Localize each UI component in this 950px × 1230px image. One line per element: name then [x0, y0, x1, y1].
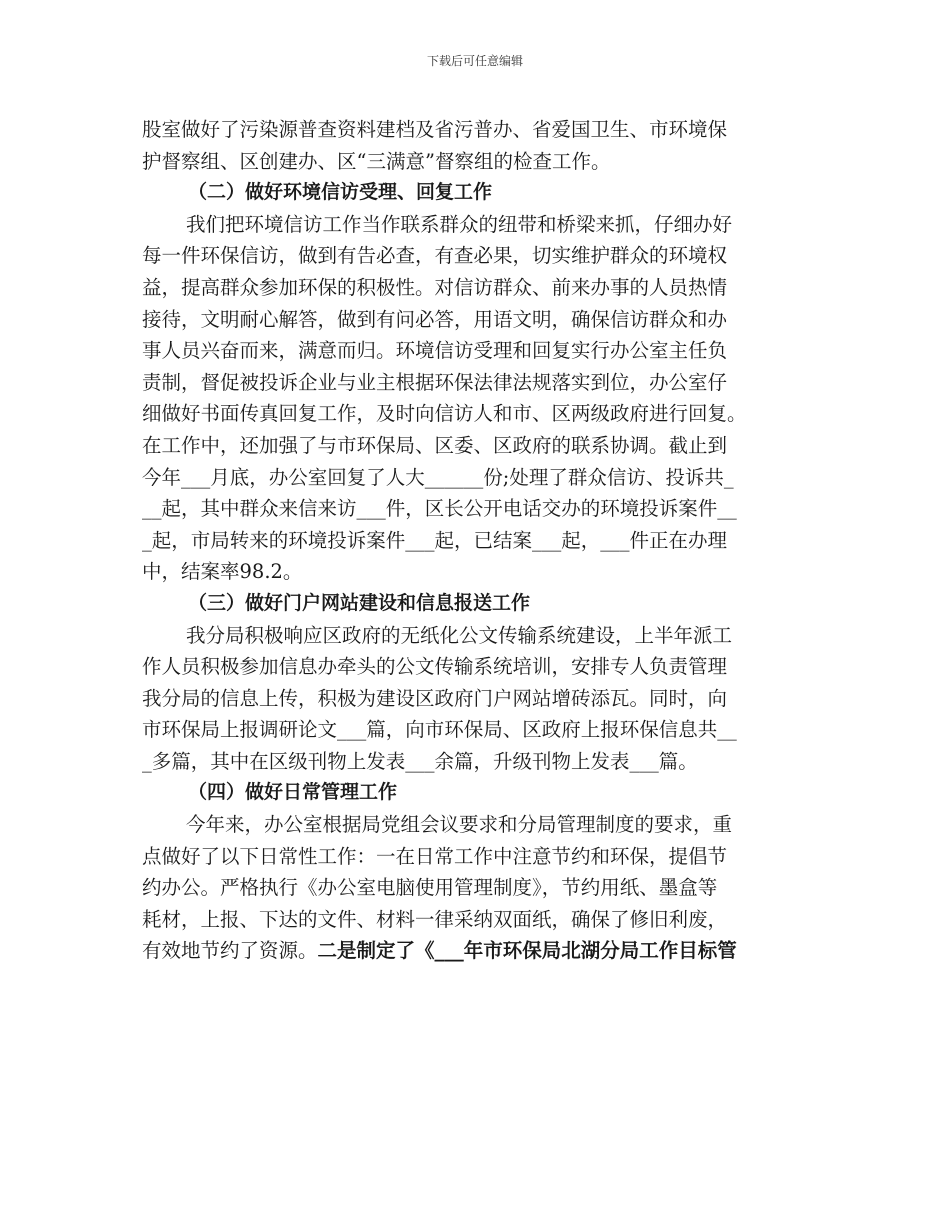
paragraph-line: 我分局的信息上传，积极为建设区政府门户网站增砖添瓦。同时，向: [142, 686, 728, 710]
paragraph-line: 今年来，办公室根据局党组会议要求和分局管理制度的要求，重: [186, 813, 733, 837]
paragraph-line: 今年___月底，办公室回复了人大______份;处理了群众信访、投诉共_: [142, 465, 734, 489]
paragraph-line: _起，市局转来的环境投诉案件___起，已结案___起，___件正在办理: [142, 528, 728, 552]
paragraph-line: 耗材，上报、下达的文件、材料一律采纳双面纸，确保了修旧利废，: [142, 907, 728, 931]
paragraph-line: 股室做好了污染源普查资料建档及省污普办、省爱国卫生、市环境保: [142, 118, 728, 141]
paragraph-line: 接待，文明耐心解答，做到有问必答，用语文明，确保信访群众和办: [142, 307, 728, 331]
paragraph-line: __起，其中群众来信来访___件，区长公开电话交办的环境投诉案件__: [142, 497, 737, 521]
paragraph-line: 我分局积极响应区政府的无纸化公文传输系统建设，上半年派工: [186, 623, 733, 647]
paragraph-bold-text: 二是制定了《___年市环保局北湖分局工作目标管: [317, 939, 737, 963]
paragraph-line: _多篇，其中在区级刊物上发表___余篇，升级刊物上发表___篇。: [142, 749, 698, 773]
paragraph-line: 市环保局上报调研论文___篇，向市环保局、区政府上报环保信息共__: [142, 718, 737, 742]
paragraph-line: 责制，督促被投诉企业与业主根据环保法律法规落实到位，办公室仔: [142, 370, 728, 394]
paragraph-line: 我们把环境信访工作当作联系群众的纽带和桥梁来抓，仔细办好: [186, 212, 733, 236]
paragraph-line: 约办公。严格执行《办公室电脑使用管理制度》，节约用纸、墨盒等: [142, 876, 718, 900]
section-heading-3: （三）做好门户网站建设和信息报送工作: [188, 591, 531, 614]
paragraph-line: [142, 935, 814, 967]
paragraph-line: 中，结案率98.2。: [142, 560, 303, 584]
paragraph-line: 在工作中，还加强了与市环保局、区委、区政府的联系协调。截止到: [142, 433, 728, 457]
paragraph-line: 点做好了以下日常性工作：一在日常工作中注意节约和环保，提倡节: [142, 844, 728, 868]
paragraph-line: 事人员兴奋而来，满意而归。环境信访受理和回复实行办公室主任负: [142, 339, 728, 363]
paragraph-line: 每一件环保信访，做到有告必查，有查必果，切实维护群众的环境权: [142, 244, 728, 268]
paragraph-line: 护督察组、区创建办、区“三满意”督察组的检查工作。: [142, 149, 611, 173]
paragraph-text: 有效地节约了资源。: [142, 939, 318, 963]
paragraph-line: 作人员积极参加信息办牵头的公文传输系统培训，安排专人负责管理: [142, 655, 728, 679]
paragraph-line: 细做好书面传真回复工作，及时向信访人和市、区两级政府进行回复。: [142, 402, 747, 426]
section-heading-4: （四）做好日常管理工作: [188, 781, 398, 804]
page-header: 下载后可任意编辑: [426, 54, 523, 68]
document-body: [142, 114, 814, 967]
paragraph-line: 益，提高群众参加环保的积极性。对信访群众、前来办事的人员热情: [142, 275, 728, 299]
section-heading-2: （二）做好环境信访受理、回复工作: [188, 181, 493, 204]
